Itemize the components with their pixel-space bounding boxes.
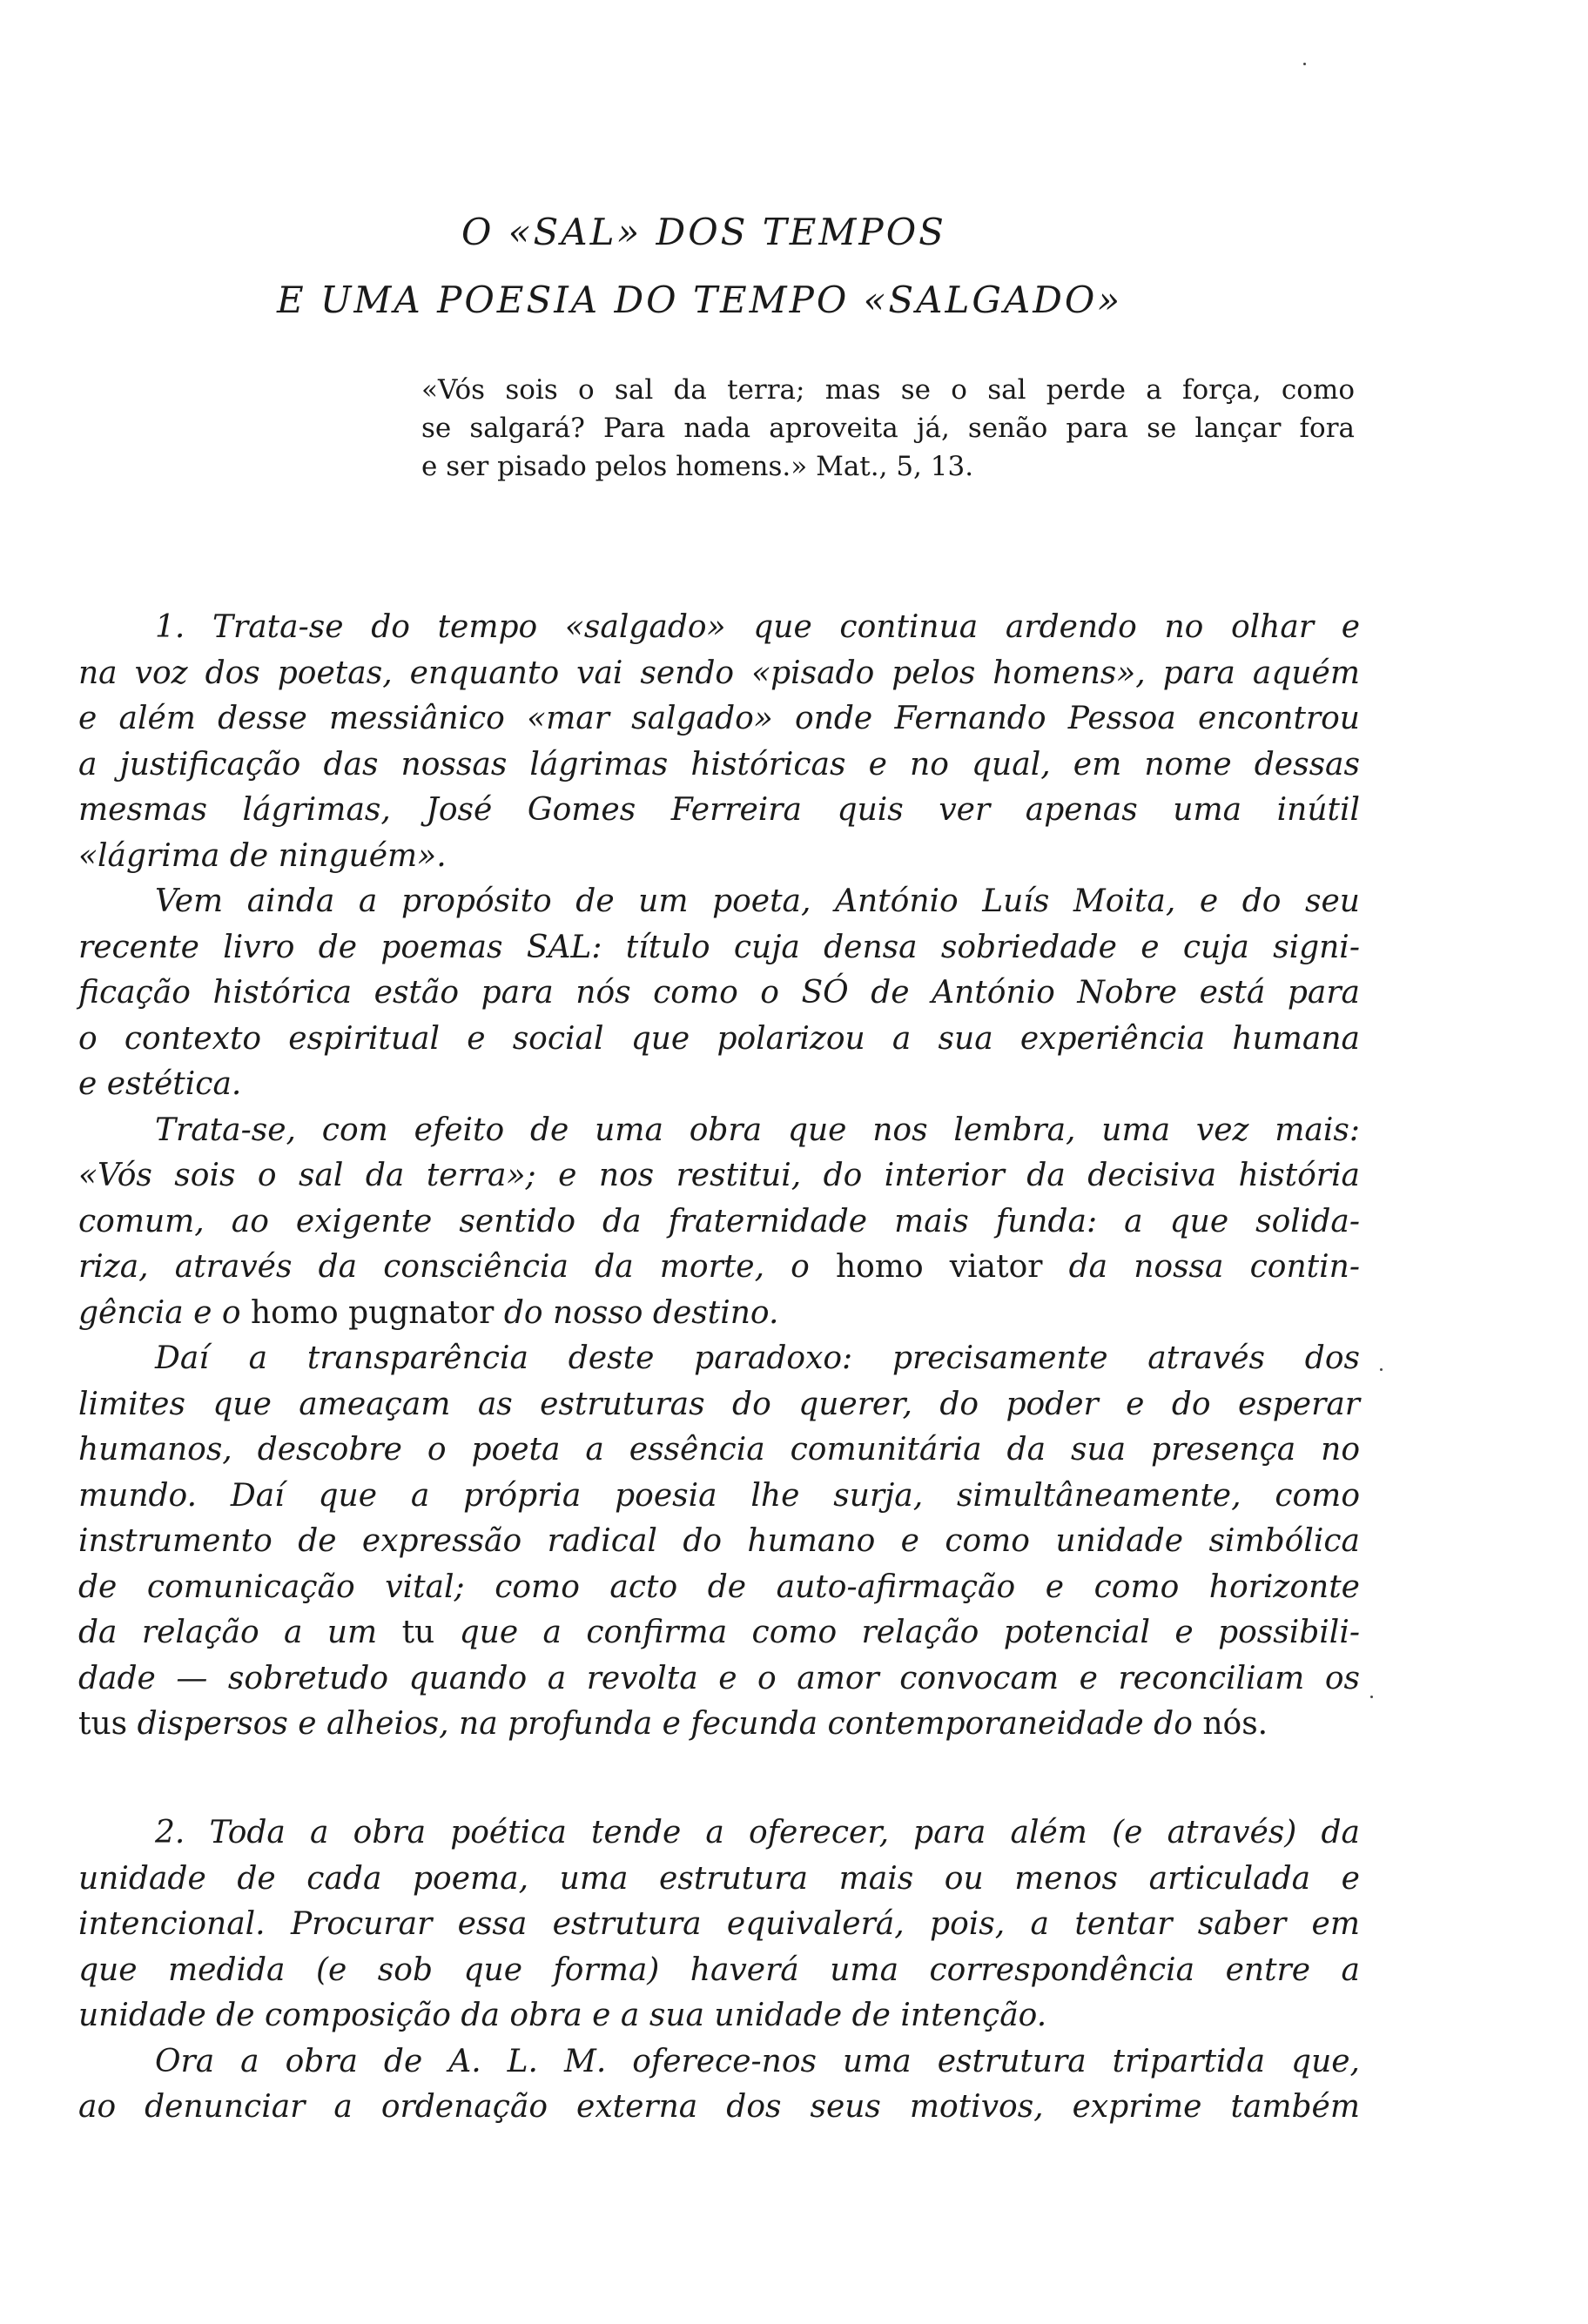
paragraph-line: de comunicação vital; como acto de auto-afirmação e como horizonte [78,1568,1360,1605]
paragraph-line: «lágrima de ninguém». [78,837,447,874]
paragraph-line: a justificação das nossas lágrimas históricas e no qual, em nome dessas [78,746,1360,783]
paragraph-line: 2. Toda a obra poética tende a oferecer, para além (e através) da [155,1815,1360,1850]
paragraph-line: que medida (e sob que forma) haverá uma correspondência entre a [78,1951,1360,1988]
scan-speck [1303,63,1306,65]
paragraph-line: o contexto espiritual e social que polarizou a sua experiência humana [78,1020,1360,1057]
section-1 [78,605,1360,1748]
title-line-2: E UMA POESIA DO TEMPO «SALGADO» [277,279,1123,321]
latin-term: homo pugnator [250,1294,495,1331]
paragraph-line: recente livro de poemas SAL: título cuja densa sobriedade e cuja signi- [78,929,1360,965]
paragraph-line: ao denunciar a ordenação externa dos seus motivos, exprime também [78,2089,1360,2125]
epigraph-line: e ser pisado pelos homens.» Mat., 5, 13. [421,451,974,482]
latin-term: homo viator [835,1249,1043,1285]
paragraph-line: mundo. Daí que a própria poesia lhe surja, simultâneamente, como [78,1477,1360,1514]
paragraph-line: instrumento de expressão radical do humano e como unidade simbólica [78,1523,1360,1559]
paragraph-line [78,1610,1360,1656]
paragraph-line: e além desse messiânico «mar salgado» onde Fernando Pessoa encontrou [78,701,1360,736]
text-run: dispersos e alheios, na profunda e fecunda contemporaneidade do [127,1706,1203,1742]
text-run: gência e o [78,1294,251,1331]
paragraph-line: «Vós sois o sal da terra»; e nos restitui, do interior da decisiva história [78,1158,1360,1193]
text-run: do nosso destino. [494,1294,779,1331]
epigraph [421,371,1355,486]
paragraph-line: limites que ameaçam as estruturas do querer, do poder e do esperar [78,1386,1360,1422]
paragraph-line [78,1291,1360,1337]
paragraph-line: Daí a transparência deste paradoxo: precisamente através dos [155,1340,1360,1376]
pronoun-term: nós. [1202,1706,1268,1742]
scan-speck [1370,1696,1373,1698]
text-run: da nossa contin- [1042,1249,1360,1285]
paragraph-line: Ora a obra de A. L. M. oferece-nos uma estrutura tripartida que, [155,2043,1360,2079]
paragraph-line: ficação histórica estão para nós como o SÓ de António Nobre está para [78,975,1360,1011]
paragraph-line: na voz dos poetas, enquanto vai sendo «pisado pelos homens», para aquém [78,655,1360,691]
pronoun-term: tus [78,1706,128,1742]
paragraph-line: mesmas lágrimas, José Gomes Ferreira quis ver apenas uma inútil [78,792,1360,828]
scan-speck [1380,1368,1383,1371]
paragraph-line: e estética. [78,1066,242,1102]
epigraph-line: «Vós sois o sal da terra; mas se o sal perde a força, como [421,374,1355,406]
text-run: que a confirma como relação potencial e possibili- [434,1615,1361,1650]
paragraph-line: humanos, descobre o poeta a essência comunitária da sua presença no [78,1432,1360,1468]
paragraph-line: dade — sobretudo quando a revolta e o amor convocam e reconciliam os [78,1660,1360,1696]
paragraph-line [78,1245,1360,1291]
paragraph-line: unidade de cada poema, uma estrutura mais ou menos articulada e [78,1860,1360,1897]
text-run: riza, através da consciência da morte, o [78,1249,836,1285]
epigraph-line: se salgará? Para nada aproveita já, senão para se lançar fora [421,413,1355,444]
paragraph-line [78,1702,1360,1748]
paragraph-line: intencional. Procurar essa estrutura equivalerá, pois, a tentar saber em [78,1906,1360,1942]
paragraph-line: Trata-se, com efeito de uma obra que nos lembra, uma vez mais: [155,1112,1360,1148]
paragraph-line: comum, ao exigente sentido da fraternidade mais funda: a que solida- [78,1203,1360,1239]
title-line-1: O «SAL» DOS TEMPOS [461,211,946,253]
text-run: da relação a um [78,1615,402,1650]
paragraph-line: unidade de composição da obra e a sua unidade de intenção. [78,1998,1047,2033]
paragraph-line: Vem ainda a propósito de um poeta, António Luís Moita, e do seu [155,883,1360,919]
pronoun-term: tu [401,1615,435,1650]
paragraph-line: 1. Trata-se do tempo «salgado» que continua ardendo no olhar e [155,609,1360,645]
section-2 [78,1810,1360,2131]
